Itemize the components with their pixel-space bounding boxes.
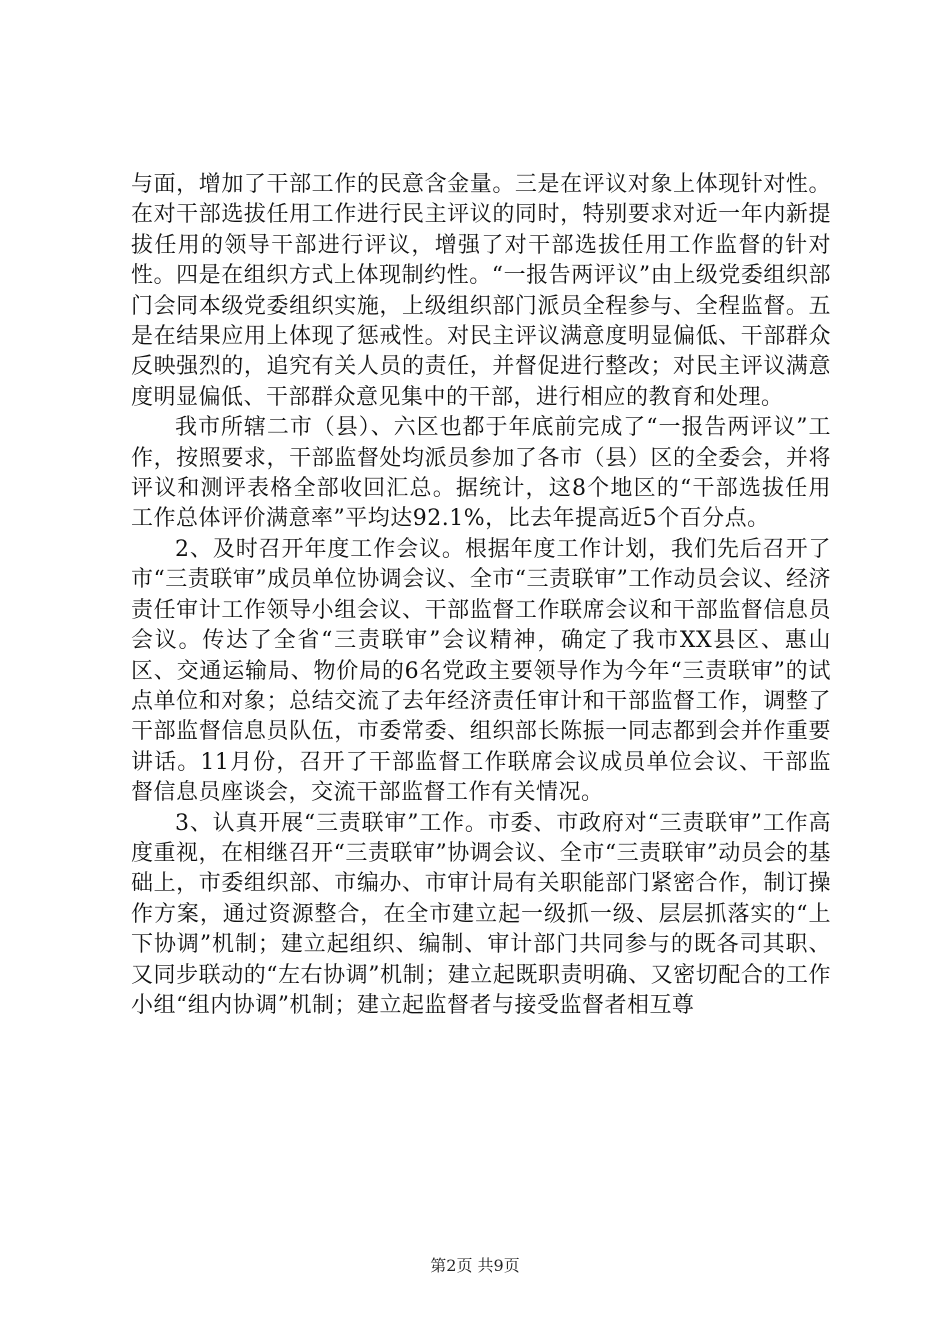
paragraph-4: 3、认真开展“三责联审”工作。市委、市政府对“三责联审”工作高度重视，在相继召开“三责联审”协调会议、全市“三责联审”动员会的基础上，市委组织部、市编办、市审计局有关职能部门紧密合作，制订操作方案，通过资源整合，在全市建立起一级抓一级、层层抓落实的“上下协调”机制；建立起组织、编制、审计部门共同参与的既各司其职、又同步联动的“左右协调”机制；建立起既职责明确、又密切配合的工作小组“组内协调”机制；建立起监督者与接受监督者相互尊 bbox=[131, 810, 831, 1018]
paragraph-1: 与面，增加了干部工作的民意含金量。三是在评议对象上体现针对性。在对干部选拔任用工作进行民主评议的同时，特别要求对近一年内新提拔任用的领导干部进行评议，增强了对干部选拔任用工作监督的针对性。四是在组织方式上体现制约性。“一报告两评议”由上级党委组织部门会同本级党委组织实施，上级组织部门派员全程参与、全程监督。五是在结果应用上体现了惩戒性。对民主评议满意度明显偏低、干部群众反映强烈的，追究有关人员的责任，并督促进行整改；对民主评议满意度明显偏低、干部群众意见集中的干部，进行相应的教育和处理。 bbox=[131, 172, 831, 410]
paragraph-2: 我市所辖二市（县）、六区也都于年底前完成了“一报告两评议”工作，按照要求，干部监督处均派员参加了各市（县）区的全委会，并将评议和测评表格全部收回汇总。据统计，这8个地区的“干部选拔任用工作总体评价满意率”平均达92.1%，比去年提高近5个百分点。 bbox=[131, 415, 831, 532]
document-body bbox=[131, 170, 831, 1021]
paragraph-3: 2、及时召开年度工作会议。根据年度工作计划，我们先后召开了市“三责联审”成员单位协调会议、全市“三责联审”工作动员会议、经济责任审计工作领导小组会议、干部监督工作联席会议和干部监督信息员会议。传达了全省“三责联审”会议精神，确定了我市XX县区、惠山区、交通运输局、物价局的6名党政主要领导作为今年“三责联审”的试点单位和对象；总结交流了去年经济责任审计和干部监督工作，调整了干部监督信息员队伍，市委常委、组织部长陈振一同志都到会并作重要讲话。11月份，召开了干部监督工作联席会议成员单位会议、干部监督信息员座谈会，交流干部监督工作有关情况。 bbox=[131, 536, 831, 806]
page-number-footer: 第2页 共9页 bbox=[430, 1256, 520, 1275]
